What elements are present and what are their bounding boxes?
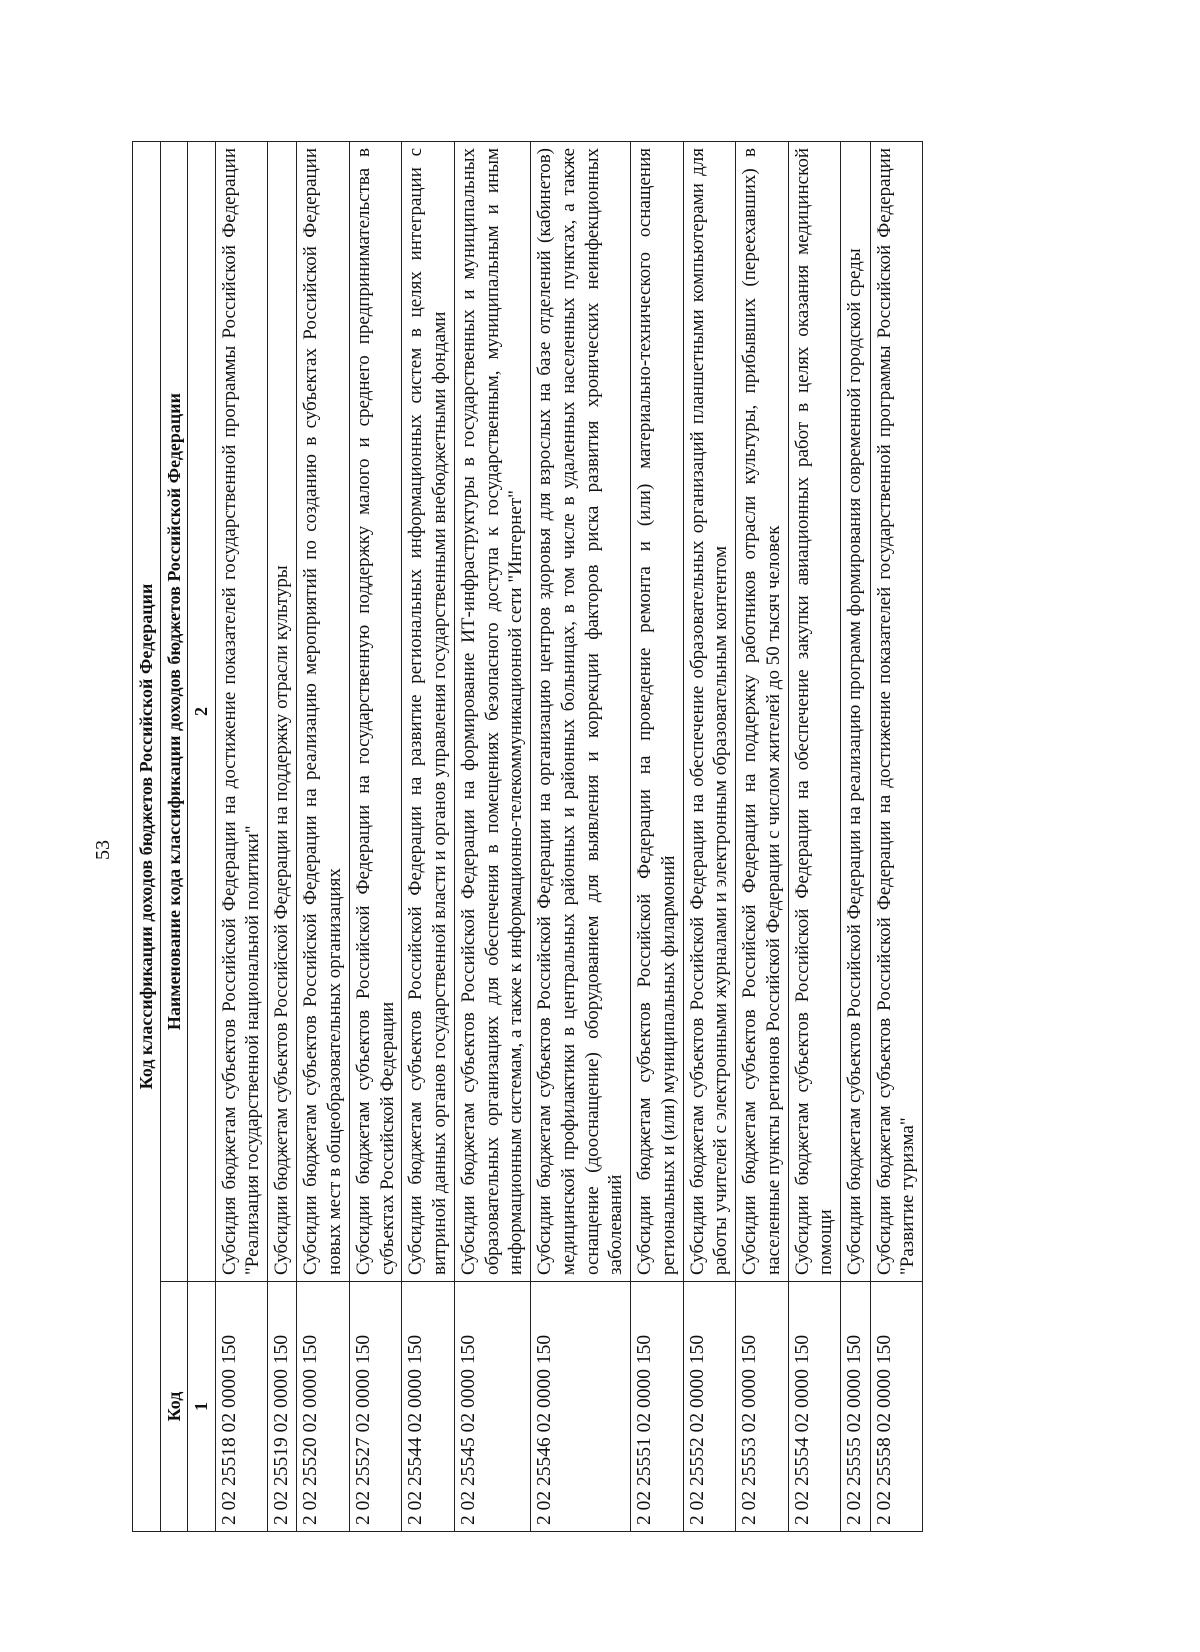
table-row (297, 141, 350, 1531)
row-name: Субсидии бюджетам субъектов Российской Федерации на реализацию программ формирования современной городской среды (841, 141, 870, 1281)
row-name: Субсидии бюджетам субъектов Российской Федерации на достижение показателей государственной программы Российской Федерации "Развитие туризма" (870, 141, 923, 1281)
table-row (631, 141, 684, 1531)
table-row (683, 141, 736, 1531)
row-code: 2 02 25552 02 0000 150 (683, 1282, 736, 1532)
row-code: 2 02 25545 02 0000 150 (454, 1282, 530, 1532)
row-code: 2 02 25554 02 0000 150 (788, 1282, 841, 1532)
row-name: Субсидии бюджетам субъектов Российской Федерации на развитие региональных информационных систем в целях интеграции с витриной данных органов государственной власти и органов управления государственными внебюджетными фондами (402, 141, 455, 1281)
row-name: Субсидии бюджетам субъектов Российской Федерации на обеспечение образовательных организаций планшетными компьютерами для работы учителей с электронными журналами и электронным образовательным контентом (683, 141, 736, 1281)
column-header-name: Наименование кода классификации доходов бюджетов Российской Федерации (160, 141, 188, 1281)
column-header-code: Код (160, 1282, 188, 1532)
table-row (454, 141, 530, 1531)
row-name: Субсидии бюджетам субъектов Российской Федерации на проведение ремонта и (или) материально-технического оснащения региональных и (или) муниципальных филармоний (631, 141, 684, 1281)
column-number-code: 1 (188, 1282, 216, 1532)
row-code: 2 02 25527 02 0000 150 (349, 1282, 402, 1532)
table-row (788, 141, 841, 1531)
row-name: Субсидии бюджетам субъектов Российской Федерации на поддержку отрасли культуры (268, 141, 297, 1281)
revenue-classification-table (132, 141, 923, 1532)
table-row (841, 141, 870, 1531)
table-row (402, 141, 455, 1531)
row-name: Субсидии бюджетам субъектов Российской Федерации на организацию центров здоровья для взрослых на базе отделений (кабинетов) медицинской профилактики в центральных районных и районных больницах, в том числе в удаленных населенных пунктах, а также оснащение (дооснащение) оборудованием для выявления и коррекции факторов риска развития хронических неинфекционных заболеваний (531, 141, 631, 1281)
row-name: Субсидии бюджетам субъектов Российской Федерации на поддержку работников отрасли культуры, прибывших (переехавших) в населенные пункты регионов Российской Федерации с числом жителей до 50 тысяч человек (736, 141, 789, 1281)
row-code: 2 02 25553 02 0000 150 (736, 1282, 789, 1532)
row-name: Субсидии бюджетам субъектов Российской Федерации на обеспечение закупки авиационных работ в целях оказания медицинской помощи (788, 141, 841, 1281)
row-code: 2 02 25546 02 0000 150 (531, 1282, 631, 1532)
row-code: 2 02 25518 02 0000 150 (215, 1282, 268, 1532)
table-row (349, 141, 402, 1531)
table-group-header: Код классификации доходов бюджетов Российской Федерации (133, 141, 161, 1531)
row-code: 2 02 25551 02 0000 150 (631, 1282, 684, 1532)
table-row (736, 141, 789, 1531)
table-row (268, 141, 297, 1531)
column-number-name: 2 (188, 141, 216, 1281)
row-name: Субсидии бюджетам субъектов Российской Федерации на государственную поддержку малого и среднего предпринимательства в субъектах Российской Федерации (349, 141, 402, 1281)
table-row (531, 141, 631, 1531)
table-row (870, 141, 923, 1531)
row-code: 2 02 25519 02 0000 150 (268, 1282, 297, 1532)
page-number: 53 (92, 840, 114, 860)
table-row (215, 141, 268, 1531)
row-name: Субсидии бюджетам субъектов Российской Федерации на реализацию мероприятий по созданию в субъектах Российской Федерации новых мест в общеобразовательных организациях (297, 141, 350, 1281)
row-code: 2 02 25558 02 0000 150 (870, 1282, 923, 1532)
row-code: 2 02 25520 02 0000 150 (297, 1282, 350, 1532)
row-code: 2 02 25555 02 0000 150 (841, 1282, 870, 1532)
row-name: Субсидия бюджетам субъектов Российской Федерации на достижение показателей государственной программы Российской Федерации "Реализация государственной национальной политики" (215, 141, 268, 1281)
row-name: Субсидии бюджетам субъектов Российской Федерации на формирование ИТ-инфраструктуры в государственных и муниципальных образовательных организациях для обеспечения в помещениях безопасного доступа к государственным, муниципальным и иным информационным системам, а также к информационно-телекоммуникационной сети "Интернет" (454, 141, 530, 1281)
row-code: 2 02 25544 02 0000 150 (402, 1282, 455, 1532)
